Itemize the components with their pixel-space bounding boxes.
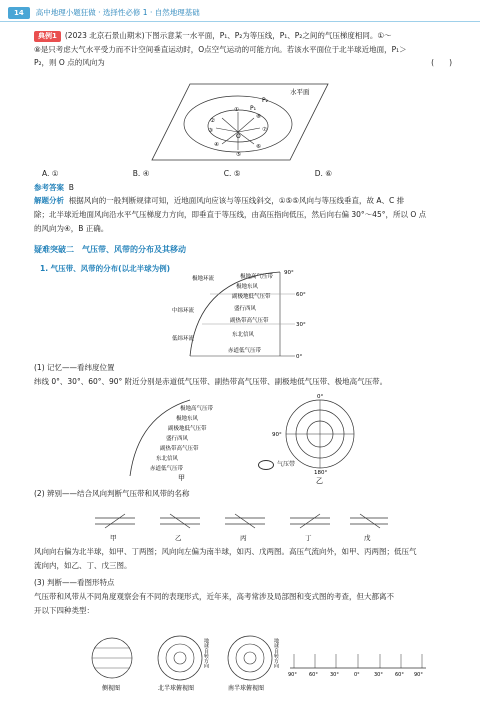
p1-label: P₁ bbox=[250, 105, 257, 112]
option-b: B. ④ bbox=[132, 169, 150, 178]
belt-4: 盛行西风 bbox=[234, 306, 257, 312]
fig-jia bbox=[120, 396, 250, 482]
tick-2: 60° bbox=[309, 672, 318, 678]
judge-text-1: 风向向右偏为北半球，如甲、丁两图；风向向左偏为南半球，如丙、戊两图。高压气流向外，如甲、丙两图；低压气 bbox=[34, 547, 417, 556]
lat-30: 30° bbox=[296, 322, 306, 328]
shape-text-1: 气压带和风带从不同角度观察会有不同的表现形式，近年来，高考常涉及局部图和变式图的考查，但大都离不 bbox=[34, 591, 394, 601]
yi-lat-0: 0° bbox=[317, 394, 324, 400]
yi-lat-180: 180° bbox=[314, 470, 328, 476]
page-content bbox=[34, 30, 452, 71]
rotation-label-south: 地球自转方向 bbox=[273, 638, 279, 668]
wind-label-wu: 戊 bbox=[364, 534, 371, 542]
shape-heading: (3) 判断——看图形特点 bbox=[34, 578, 115, 588]
view-label-side: 侧视图 bbox=[102, 685, 121, 692]
ellipse-icon bbox=[258, 460, 274, 470]
jia-belt-2: 极地东风 bbox=[176, 416, 199, 422]
answer-paren: ( ) bbox=[431, 58, 452, 68]
shape-text-2: 开以下四种类型： bbox=[34, 605, 94, 615]
belt-5: 副热带高气压带 bbox=[230, 318, 269, 324]
series-title: 高中地理小题狂做 · 选择性必修 1 · 自然地理基础 bbox=[35, 8, 200, 18]
tick-4: 0° bbox=[354, 672, 360, 678]
belt-2: 极地东风 bbox=[236, 284, 259, 290]
yi-lat-90: 90° bbox=[272, 432, 282, 438]
jia-label: 甲 bbox=[178, 474, 185, 482]
pressure-legend-label: 气压带 bbox=[277, 461, 296, 469]
analysis-label: 解题分析 bbox=[34, 196, 64, 206]
wind-label-jia: 甲 bbox=[110, 534, 117, 542]
analysis-line-1: 解题分析 根据风向的一般判断规律可知，近地面风向应该与等压线斜交，①⑤⑤风向与等压线垂直，故 A、C 排 bbox=[34, 196, 405, 206]
wind-direction-diagrams bbox=[90, 504, 390, 542]
belt-7: 赤道低气压带 bbox=[228, 348, 262, 354]
yi-label: 乙 bbox=[316, 477, 323, 484]
global-circulation-figure bbox=[170, 268, 320, 358]
jia-belt-1: 极地高气压带 bbox=[180, 406, 214, 412]
judge-text-2: 流向内，如乙、丁、戊三图。 bbox=[34, 560, 132, 570]
arrow-label-2: ② bbox=[210, 118, 215, 124]
question-stem-line-2: ⑧是只考虑大气水平受力而不计空间垂直运动时，O点空气运动的可能方向。若该水平面位于北半球近地面，P₁＞ bbox=[34, 44, 407, 54]
pressure-legend bbox=[258, 460, 295, 470]
wind-label-ding: 丁 bbox=[305, 534, 312, 542]
page-number: 14 bbox=[8, 7, 30, 20]
belt-3: 副极地低气压带 bbox=[232, 294, 271, 300]
jia-belt-6: 东北信风 bbox=[156, 456, 179, 462]
judge-text bbox=[34, 546, 452, 618]
lat-60: 60° bbox=[296, 292, 306, 298]
wind-label-yi: 乙 bbox=[175, 534, 182, 542]
judge-heading: (2) 辨别——结合风向判断气压带和风带的名称 bbox=[34, 489, 190, 498]
isobar-plane-figure bbox=[150, 82, 330, 162]
jia-belt-7: 赤道低气压带 bbox=[150, 466, 184, 472]
page-header bbox=[8, 6, 200, 20]
arrow-label-7: ⑦ bbox=[262, 127, 267, 133]
rotation-label-north: 地球自转方向 bbox=[203, 638, 209, 668]
option-c: C. ⑤ bbox=[223, 169, 241, 178]
arrow-label-1: ① bbox=[234, 107, 239, 113]
arrow-label-8: ⑧ bbox=[256, 114, 261, 120]
view-label-south: 南半球俯视图 bbox=[228, 685, 265, 692]
arrow-label-4: ④ bbox=[214, 142, 219, 148]
judge-section bbox=[34, 488, 452, 502]
cell-polar: 极地环流 bbox=[192, 276, 215, 282]
analysis-line-3: 的风向为④，B 正确。 bbox=[34, 223, 109, 233]
o-label: O bbox=[236, 133, 241, 140]
jia-belt-4: 盛行西风 bbox=[166, 436, 189, 442]
jia-belt-3: 副极地低气压带 bbox=[168, 426, 207, 432]
arrow-label-6: ⑥ bbox=[256, 144, 261, 150]
view-types-figure bbox=[90, 624, 430, 704]
example-tag: 典例1 bbox=[34, 31, 61, 42]
answer-value: B bbox=[68, 182, 74, 192]
plane-label: 水平面 bbox=[290, 88, 310, 96]
arrow-label-5: ⑤ bbox=[236, 152, 241, 158]
options-row bbox=[42, 168, 332, 180]
header-divider bbox=[0, 21, 480, 22]
cell-mid: 中纬环流 bbox=[172, 308, 195, 314]
memory-section bbox=[34, 362, 452, 389]
question-options-block bbox=[34, 164, 452, 278]
arrow-label-3: ③ bbox=[208, 128, 213, 134]
tick-5: 30° bbox=[374, 672, 383, 678]
tick-3: 30° bbox=[330, 672, 339, 678]
tick-6: 60° bbox=[395, 672, 404, 678]
answer-line bbox=[34, 182, 452, 194]
fig-yi bbox=[270, 392, 370, 484]
analysis-line-2: 除；北半球近地面风向沿水平气压梯度力方向，即垂直于等压线，由高压指向低压，然后向右偏 30°～45°，所以 O 点 bbox=[34, 209, 427, 219]
memory-heading: (1) 记忆——看纬度位置 bbox=[34, 363, 115, 372]
cell-low: 低纬环流 bbox=[172, 336, 195, 342]
belt-1: 极地高气压带 bbox=[240, 274, 274, 280]
wind-label-bing: 丙 bbox=[240, 534, 247, 542]
question-stem-line-3: P₂，则 O 点的风向为 ( ) bbox=[34, 58, 452, 68]
jia-belt-5: 副热带高气压带 bbox=[160, 446, 199, 452]
option-d: D. ⑥ bbox=[314, 169, 332, 178]
option-a: A. ① bbox=[42, 169, 59, 178]
breakthrough-subtitle: 1. 气压带、风带的分布(以北半球为例) bbox=[40, 263, 171, 273]
lat-0: 0° bbox=[296, 354, 303, 358]
tick-7: 90° bbox=[414, 672, 423, 678]
lat-90: 90° bbox=[284, 270, 294, 276]
tick-1: 90° bbox=[288, 672, 297, 678]
answer-label: 参考答案 bbox=[34, 182, 64, 192]
question-stem-line-1: 典例1 (2023 北京石景山期末)下图示意某一水平面，P₁、P₂为等压线，P₁、P₂之间的气压梯度相同。①～ bbox=[34, 30, 452, 42]
belt-6: 东北信风 bbox=[232, 332, 255, 338]
p2-label: P₂ bbox=[262, 97, 269, 104]
memory-text: 纬线 0°、30°、60°、90° 附近分别是赤道低气压带、副热带高气压带、副极地低气压带、极地高气压带。 bbox=[34, 376, 388, 386]
breakthrough-title: 疑难突破二 气压带、风带的分布及其移动 bbox=[34, 245, 186, 255]
view-label-north: 北半球俯视图 bbox=[158, 685, 195, 692]
